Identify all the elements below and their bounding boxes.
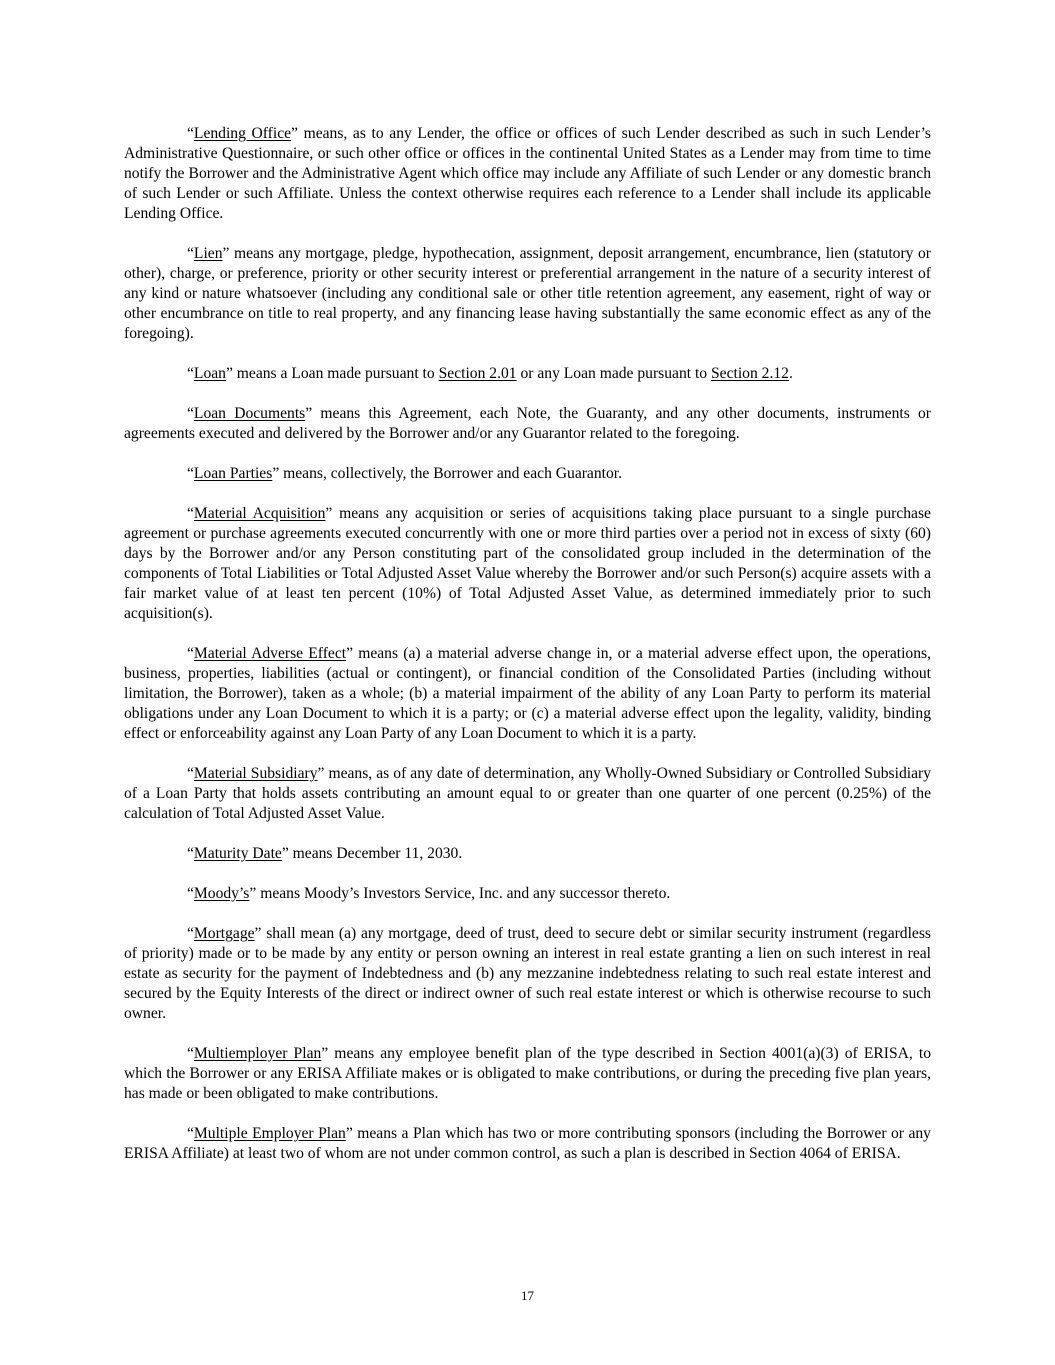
definition-text: ” means this Agreement, each Note, the Guaranty, and any other documents, instruments or agreements executed and delivered by the Borrower and/or any Guarantor related to the foregoing. [124,405,931,442]
definition-text: ” means, collectively, the Borrower and each Guarantor. [272,465,623,482]
definition-lien [124,244,931,344]
definition-multiple-employer-plan [124,1124,931,1164]
defined-term: Lien [193,245,223,262]
defined-term: Loan Parties [193,465,273,482]
definition-material-adverse-effect [124,644,931,744]
open-quote: “ [187,645,194,662]
definition-multiemployer-plan [124,1044,931,1104]
open-quote: “ [187,1125,194,1142]
defined-term: Material Subsidiary [193,765,318,782]
definition-text: . [788,365,793,382]
definition-material-acquisition [124,504,931,624]
defined-term: Material Acquisition [193,505,326,522]
page-number: 17 [521,1288,534,1303]
definition-loan-parties [124,464,931,484]
definition-loan-documents [124,404,931,444]
open-quote: “ [187,465,194,482]
definition-moodys [124,884,931,904]
definition-text: ” shall mean (a) any mortgage, deed of trust, deed to secure debt or similar security instrument (regardless of priority) made or to be made by any entity or person owning an interest in real estate granting a lien on such interest in real estate as security for the payment of Indebtedness and (b) any mezzanine indebtedness relating to such real estate interest and secured by the Equity Interests of the direct or indirect owner of such real estate interest or which is otherwise recourse to such owner. [124,925,931,1022]
definition-lending-office [124,124,931,224]
defined-term: Lending Office [193,125,292,142]
defined-term: Mortgage [193,925,255,942]
definition-maturity-date [124,844,931,864]
definition-text: ” means any employee benefit plan of the type described in Section 4001(a)(3) of ERISA, to which the Borrower or any ERISA Affiliate makes or is obligated to make contributions, or during the preceding five plan years, has made or been obligated to make contributions. [124,1045,932,1102]
section-reference-2-12: Section 2.12 [711,365,789,382]
open-quote: “ [187,365,194,382]
definition-text: ” means a Plan which has two or more contributing sponsors (including the Borrower or any ERISA Affiliate) at least two of whom are not under common control, as such a plan is described in Section 4064 of ERISA. [124,1125,931,1162]
defined-term: Maturity Date [193,845,282,862]
open-quote: “ [187,505,194,522]
defined-term: Material Adverse Effect [193,645,347,662]
open-quote: “ [187,125,194,142]
section-reference-2-01: Section 2.01 [438,365,517,382]
definition-text: ” means any mortgage, pledge, hypothecation, assignment, deposit arrangement, encumbrance, lien (statutory or other), charge, or preference, priority or other security interest or preferential arrangement in the nature of a security interest of any kind or nature whatsoever (including any conditional sale or other title retention agreement, any easement, right of way or other encumbrance on title to real property, and any financing lease having substantially the same economic effect as any of the foregoing). [124,245,931,342]
open-quote: “ [187,845,194,862]
defined-term: Moody’s [193,885,250,902]
open-quote: “ [187,925,194,942]
definition-mortgage [124,924,931,1024]
definition-text: ” means December 11, 2030. [281,845,463,862]
definition-text: ” means, as to any Lender, the office or offices of such Lender described as such in such Lender’s Administrative Questionnaire, or such other office or offices in the continental United States as a Lender may from time to time notify the Borrower and the Administrative Agent which office may include any Affiliate of such Lender or any domestic branch of such Lender or such Affiliate. Unless the context otherwise requires each reference to a Lender shall include its applicable Lending Office. [124,125,932,222]
definition-text: ” means any acquisition or series of acquisitions taking place pursuant to a single purchase agreement or purchase agreements executed concurrently with one or more third parties over a period not in excess of sixty (60) days by the Borrower and/or any Person constituting part of the consolidated group included in the determination of the components of Total Liabilities or Total Adjusted Asset Value whereby the Borrower and/or such Person(s) acquire assets with a fair market value of at least ten percent (10%) of Total Adjusted Asset Value, as determined immediately prior to such acquisition(s). [124,505,931,622]
defined-term: Loan [193,365,226,382]
open-quote: “ [187,765,194,782]
open-quote: “ [187,405,194,422]
definition-material-subsidiary [124,764,931,824]
definition-text: ” means a Loan made pursuant to [225,365,439,382]
definition-text: ” means (a) a material adverse change in, or a material adverse effect upon, the operations, business, properties, liabilities (actual or contingent), or financial condition of the Consolidated Parties (including without limitation, the Borrower), taken as a whole; (b) a material impairment of the ability of any Loan Party to perform its material obligations under any Loan Document to which it is a party; or (c) a material adverse effect upon the legality, validity, binding effect or enforceability against any Loan Party of any Loan Document to which it is a party. [124,645,931,742]
definitions-section [124,124,931,1184]
definition-text: or any Loan made pursuant to [516,365,711,382]
definition-text: ” means Moody’s Investors Service, Inc. and any successor thereto. [249,885,671,902]
defined-term: Multiple Employer Plan [193,1125,346,1142]
open-quote: “ [187,245,194,262]
defined-term: Loan Documents [193,405,306,422]
definition-text: ” means, as of any date of determination, any Wholly-Owned Subsidiary or Controlled Subsidiary of a Loan Party that holds assets contributing an amount equal to or greater than one quarter of one percent (0.25%) of the calculation of Total Adjusted Asset Value. [124,765,931,822]
definition-loan [124,364,931,384]
defined-term: Multiemployer Plan [193,1045,322,1062]
open-quote: “ [187,885,194,902]
open-quote: “ [187,1045,194,1062]
